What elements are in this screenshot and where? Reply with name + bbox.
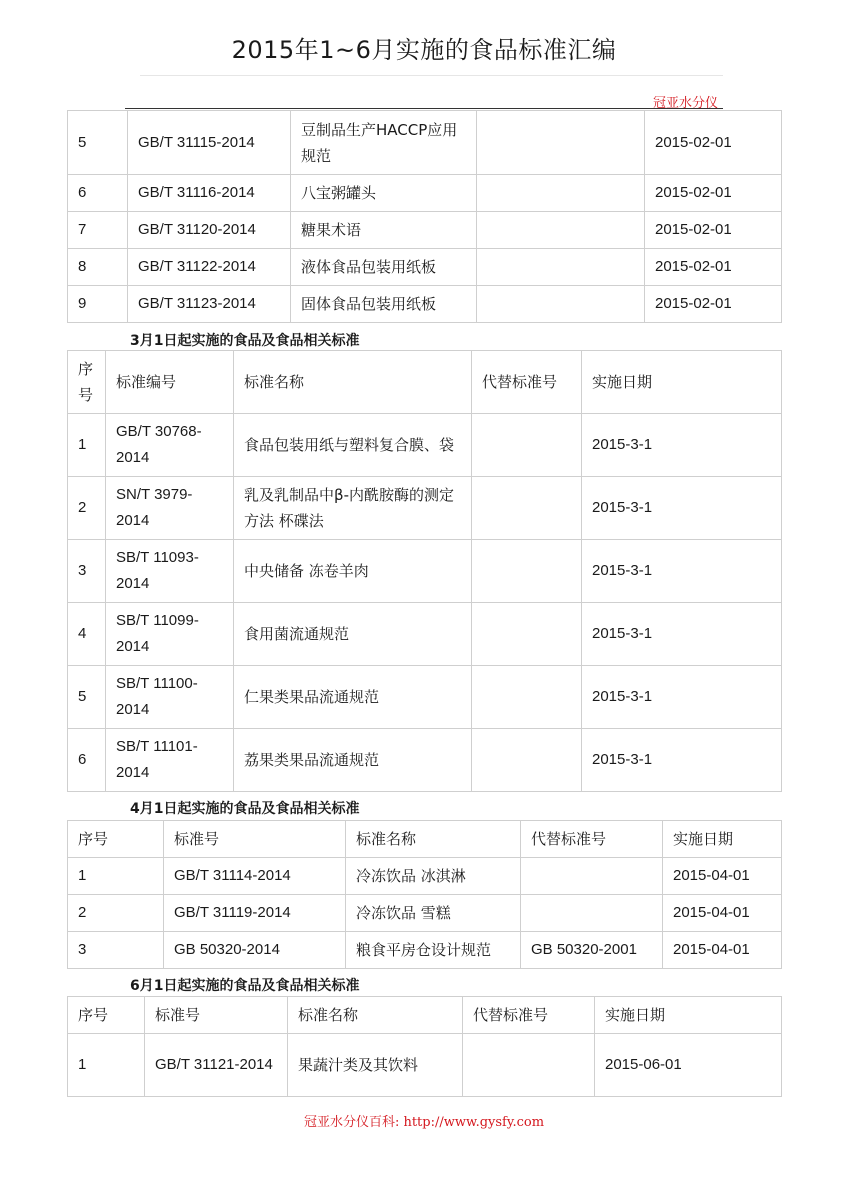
column-header: 代替标准号 — [463, 997, 595, 1034]
cell-date: 2015-3-1 — [582, 540, 782, 603]
cell-standard-name: 豆制品生产HACCP应用规范 — [291, 111, 477, 175]
cell-replaced-code — [472, 603, 582, 666]
cell-standard-code: SN/T 3979-2014 — [106, 477, 234, 540]
column-header: 实施日期 — [663, 821, 782, 858]
cell-index: 2 — [68, 895, 164, 932]
table-row — [68, 729, 782, 792]
cell-replaced-code — [472, 666, 582, 729]
section-heading-march: 3月1日起实施的食品及食品相关标准 — [130, 333, 360, 349]
cell-standard-code: GB/T 30768-2014 — [106, 414, 234, 477]
cell-standard-code: SB/T 11101-2014 — [106, 729, 234, 792]
cell-index: 1 — [68, 414, 106, 477]
cell-standard-name: 乳及乳制品中β-内酰胺酶的测定方法 杯碟法 — [234, 477, 472, 540]
table-row — [68, 175, 782, 212]
cell-date: 2015-3-1 — [582, 666, 782, 729]
table-row — [68, 932, 782, 969]
cell-index: 3 — [68, 540, 106, 603]
header-divider — [125, 108, 723, 109]
footer-link[interactable]: 冠亚水分仪百科: http://www.gysfy.com — [303, 1115, 545, 1130]
table-row — [68, 286, 782, 323]
table-row — [68, 540, 782, 603]
table-june — [67, 996, 782, 1097]
cell-replaced-code — [472, 729, 582, 792]
cell-index: 4 — [68, 603, 106, 666]
table-row — [68, 858, 782, 895]
cell-date: 2015-3-1 — [582, 729, 782, 792]
table-row — [68, 603, 782, 666]
cell-standard-code: SB/T 11093-2014 — [106, 540, 234, 603]
column-header: 标准名称 — [346, 821, 521, 858]
column-header: 标准号 — [145, 997, 288, 1034]
table-row — [68, 212, 782, 249]
cell-standard-code: GB/T 31122-2014 — [128, 249, 291, 286]
cell-date: 2015-04-01 — [663, 932, 782, 969]
cell-standard-name: 冷冻饮品 雪糕 — [346, 895, 521, 932]
cell-standard-name: 粮食平房仓设计规范 — [346, 932, 521, 969]
table-march — [67, 350, 782, 792]
cell-index: 3 — [68, 932, 164, 969]
cell-index: 5 — [68, 111, 128, 175]
cell-standard-name: 八宝粥罐头 — [291, 175, 477, 212]
column-header: 标准编号 — [106, 351, 234, 414]
cell-index: 2 — [68, 477, 106, 540]
cell-replaced-code — [477, 286, 645, 323]
column-header: 序号 — [68, 351, 106, 414]
cell-date: 2015-02-01 — [645, 111, 782, 175]
table-february-continued — [67, 110, 782, 323]
cell-date: 2015-3-1 — [582, 477, 782, 540]
cell-standard-name: 食品包装用纸与塑料复合膜、袋 — [234, 414, 472, 477]
table-header-row — [68, 821, 782, 858]
cell-standard-code: SB/T 11100-2014 — [106, 666, 234, 729]
cell-date: 2015-04-01 — [663, 895, 782, 932]
table-header-row — [68, 351, 782, 414]
cell-replaced-code — [521, 895, 663, 932]
column-header: 代替标准号 — [472, 351, 582, 414]
table-row — [68, 111, 782, 175]
cell-replaced-code — [477, 111, 645, 175]
column-header: 实施日期 — [595, 997, 782, 1034]
cell-index: 6 — [68, 729, 106, 792]
page-title: 2015年1~6月实施的食品标准汇编 — [231, 36, 617, 64]
table-row — [68, 414, 782, 477]
cell-replaced-code — [472, 477, 582, 540]
cell-replaced-code — [477, 249, 645, 286]
cell-replaced-code — [472, 540, 582, 603]
title-divider — [140, 75, 723, 76]
cell-standard-code: GB/T 31119-2014 — [164, 895, 346, 932]
table-row — [68, 477, 782, 540]
cell-standard-code: GB/T 31120-2014 — [128, 212, 291, 249]
cell-date: 2015-02-01 — [645, 175, 782, 212]
cell-date: 2015-02-01 — [645, 212, 782, 249]
cell-replaced-code — [463, 1034, 595, 1097]
cell-date: 2015-02-01 — [645, 249, 782, 286]
table-header-row — [68, 997, 782, 1034]
table-row — [68, 895, 782, 932]
cell-standard-code: SB/T 11099-2014 — [106, 603, 234, 666]
cell-standard-name: 食用菌流通规范 — [234, 603, 472, 666]
cell-standard-name: 仁果类果品流通规范 — [234, 666, 472, 729]
cell-replaced-code — [477, 212, 645, 249]
column-header: 实施日期 — [582, 351, 782, 414]
cell-replaced-code — [472, 414, 582, 477]
column-header: 标准号 — [164, 821, 346, 858]
cell-standard-name: 液体食品包装用纸板 — [291, 249, 477, 286]
cell-index: 9 — [68, 286, 128, 323]
cell-index: 1 — [68, 858, 164, 895]
column-header: 标准名称 — [288, 997, 463, 1034]
cell-index: 8 — [68, 249, 128, 286]
table-april — [67, 820, 782, 969]
table-row — [68, 249, 782, 286]
brand-watermark: 冠亚水分仪 — [652, 96, 718, 111]
cell-standard-code: GB/T 31114-2014 — [164, 858, 346, 895]
cell-standard-code: GB/T 31121-2014 — [145, 1034, 288, 1097]
cell-date: 2015-02-01 — [645, 286, 782, 323]
column-header: 代替标准号 — [521, 821, 663, 858]
section-heading-april: 4月1日起实施的食品及食品相关标准 — [130, 801, 360, 817]
table-row — [68, 1034, 782, 1097]
cell-date: 2015-3-1 — [582, 414, 782, 477]
cell-standard-name: 荔果类果品流通规范 — [234, 729, 472, 792]
cell-index: 5 — [68, 666, 106, 729]
cell-date: 2015-04-01 — [663, 858, 782, 895]
cell-date: 2015-06-01 — [595, 1034, 782, 1097]
column-header: 序号 — [68, 997, 145, 1034]
cell-standard-name: 固体食品包装用纸板 — [291, 286, 477, 323]
section-heading-june: 6月1日起实施的食品及食品相关标准 — [130, 978, 360, 994]
cell-standard-name: 冷冻饮品 冰淇淋 — [346, 858, 521, 895]
cell-standard-code: GB/T 31115-2014 — [128, 111, 291, 175]
cell-standard-name: 糖果术语 — [291, 212, 477, 249]
cell-index: 1 — [68, 1034, 145, 1097]
cell-index: 6 — [68, 175, 128, 212]
cell-standard-code: GB/T 31116-2014 — [128, 175, 291, 212]
cell-replaced-code — [521, 858, 663, 895]
table-row — [68, 666, 782, 729]
cell-standard-name: 中央储备 冻卷羊肉 — [234, 540, 472, 603]
cell-replaced-code — [477, 175, 645, 212]
cell-standard-code: GB/T 31123-2014 — [128, 286, 291, 323]
cell-index: 7 — [68, 212, 128, 249]
cell-standard-code: GB 50320-2014 — [164, 932, 346, 969]
cell-standard-name: 果蔬汁类及其饮料 — [288, 1034, 463, 1097]
cell-replaced-code: GB 50320-2001 — [521, 932, 663, 969]
column-header: 序号 — [68, 821, 164, 858]
column-header: 标准名称 — [234, 351, 472, 414]
cell-date: 2015-3-1 — [582, 603, 782, 666]
